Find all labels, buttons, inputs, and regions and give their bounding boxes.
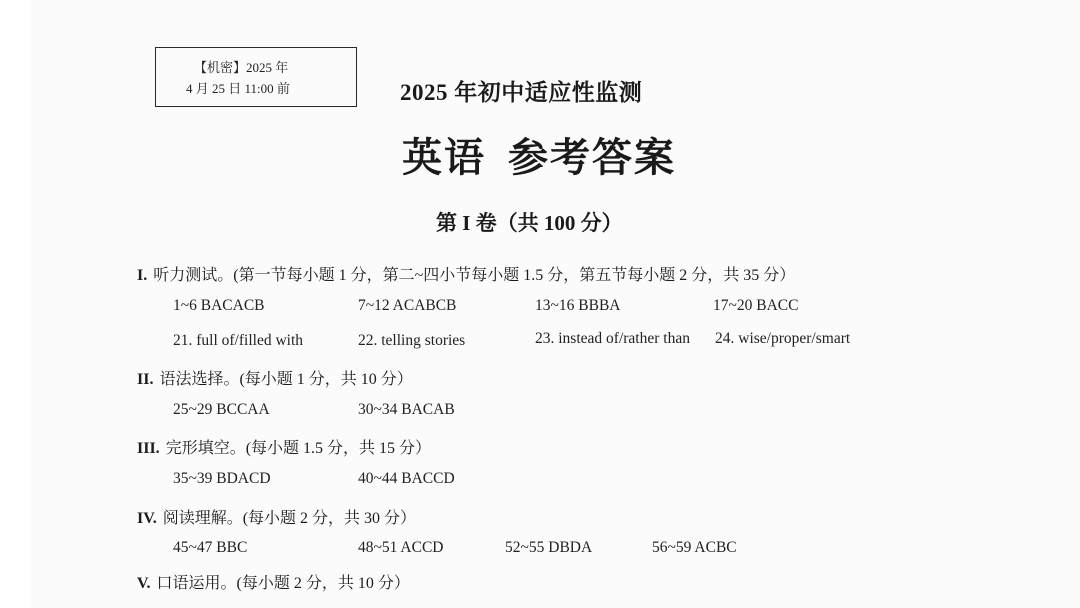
stamp-line-1: 【机密】2025 年: [194, 60, 289, 75]
answer-group: 56~59 ACBC: [652, 539, 737, 556]
exam-title: 2025 年初中适应性监测: [400, 80, 643, 105]
section-title: 听力测试。(第一节每小题 1 分，第二~四小节每小题 1.5 分，第五节每小题 2 分，共 35 分）: [153, 267, 796, 284]
section-number: III.: [137, 440, 160, 457]
answer-group: 21. full of/filled with: [173, 332, 304, 349]
answer-group: 13~16 BBBA: [535, 297, 621, 314]
section-heading-speaking: [137, 570, 410, 593]
section-title: 完形填空。(每小题 1.5 分，共 15 分）: [165, 440, 432, 457]
confidential-stamp-box: [155, 47, 357, 107]
answer-group: 35~39 BDACD: [173, 470, 271, 487]
answer-group: 7~12 ACABCB: [358, 297, 457, 314]
answer-group: 1~6 BACACB: [173, 297, 265, 314]
answer-group: 45~47 BBC: [173, 539, 248, 556]
section-number: II.: [137, 371, 154, 388]
section-number: IV.: [137, 510, 157, 527]
section-heading-listening: [137, 262, 795, 285]
answer-group: 17~20 BACC: [713, 297, 799, 314]
section-title: 口语运用。(每小题 2 分，共 10 分）: [156, 575, 410, 592]
section-number: I.: [137, 267, 148, 284]
section-title: 阅读理解。(每小题 2 分，共 30 分）: [162, 510, 417, 527]
volume-heading: 第 I 卷（共 100 分）: [436, 211, 623, 235]
answer-group: 24. wise/proper/smart: [715, 330, 851, 347]
section-heading-cloze: [137, 435, 431, 458]
section-heading-grammar: [137, 366, 413, 389]
doc-type-label: 参考答案: [508, 135, 676, 180]
section-title: 语法选择。(每小题 1 分，共 10 分）: [159, 371, 413, 388]
section-number: V.: [137, 575, 151, 592]
answer-group: 52~55 DBDA: [505, 539, 593, 556]
document-title: [402, 126, 676, 183]
answer-group: 22. telling stories: [358, 332, 466, 349]
stamp-line-2: 4 月 25 日 11:00 前: [186, 81, 290, 96]
answer-group: 48~51 ACCD: [358, 539, 444, 556]
subject-label: 英语: [402, 135, 486, 180]
answer-group: 30~34 BACAB: [358, 401, 455, 418]
section-heading-reading: [137, 505, 416, 528]
answer-group: 25~29 BCCAA: [173, 401, 270, 418]
answer-group: 40~44 BACCD: [358, 470, 455, 487]
answer-group: 23. instead of/rather than: [535, 330, 690, 347]
